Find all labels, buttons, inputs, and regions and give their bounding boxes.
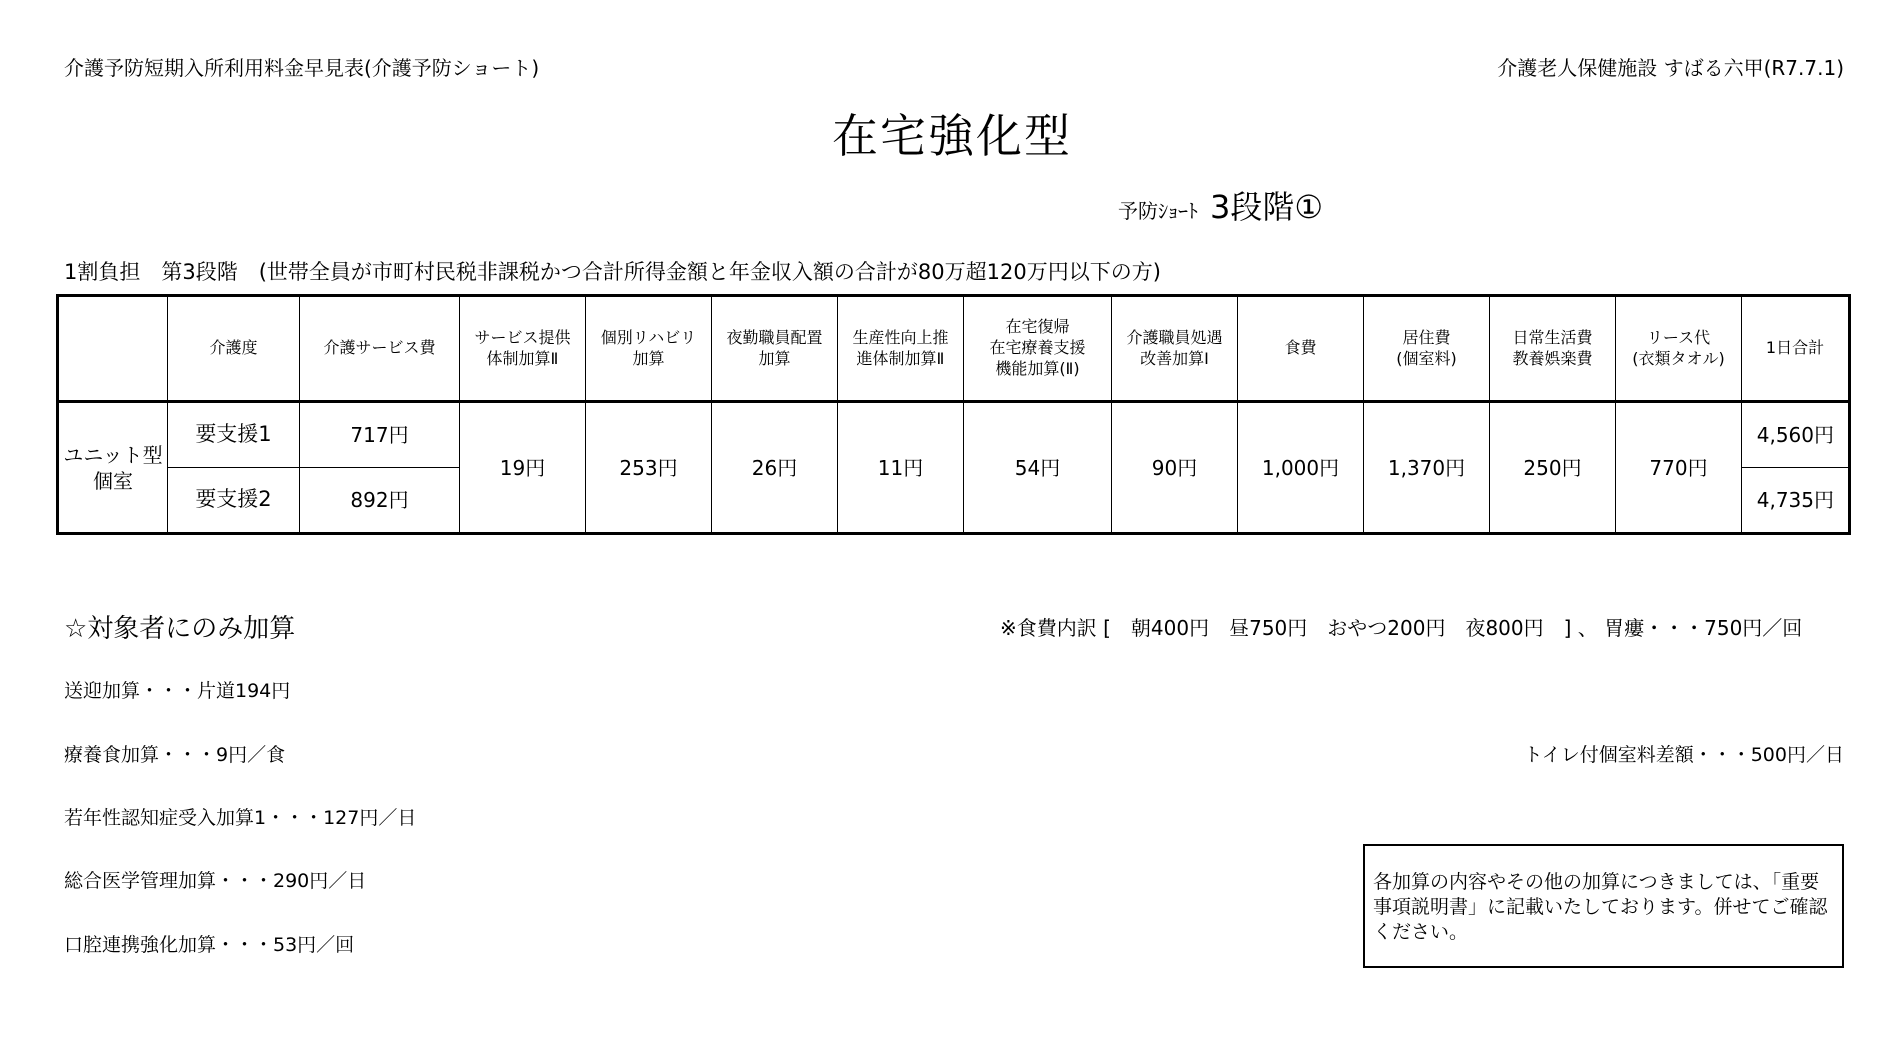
header-line: 在宅復帰 bbox=[1005, 317, 1070, 337]
header-meals: 食費 bbox=[1238, 296, 1364, 402]
service-system-cell: 19円 bbox=[460, 402, 586, 534]
room-type-line: 個室 bbox=[93, 468, 133, 493]
header-night-staff bbox=[712, 296, 838, 402]
header-staff-treatment bbox=[1112, 296, 1238, 402]
header-rehab bbox=[586, 296, 712, 402]
productivity-cell: 11円 bbox=[838, 402, 964, 534]
header-line: 加算 bbox=[632, 348, 665, 368]
notice-box: 各加算の内容やその他の加算につきましては、「重要事項説明書」に記載いたしております。併せてご確認ください。 bbox=[1363, 844, 1844, 968]
header-line: (個室料) bbox=[1396, 348, 1457, 368]
header-service-fee: 介護サービス費 bbox=[300, 296, 460, 402]
care-level-cell: 要支援2 bbox=[168, 468, 300, 534]
header-line: 夜勤職員配置 bbox=[726, 327, 823, 347]
daily-total-cell: 4,560円 bbox=[1742, 402, 1850, 468]
extra-item: 送迎加算・・・片道194円 bbox=[64, 680, 291, 702]
home-return-cell: 54円 bbox=[964, 402, 1112, 534]
meals-cell: 1,000円 bbox=[1238, 402, 1364, 534]
header-line: リース代 bbox=[1646, 327, 1711, 347]
document-header-title: 介護予防短期入所利用料金早見表(介護予防ショート) bbox=[64, 56, 540, 80]
header-line: 生産性向上推 bbox=[852, 327, 949, 347]
extra-item: 療養食加算・・・9円／食 bbox=[64, 744, 286, 766]
residence-cell: 1,370円 bbox=[1364, 402, 1490, 534]
table-row bbox=[58, 402, 1850, 468]
header-line: サービス提供 bbox=[474, 327, 571, 347]
extra-item: 若年性認知症受入加算1・・・127円／日 bbox=[64, 807, 417, 829]
header-line: 教養娯楽費 bbox=[1512, 348, 1593, 368]
subtitle bbox=[1118, 182, 1323, 228]
extras-section-title: ☆対象者にのみ加算 bbox=[64, 614, 296, 644]
room-type-cell bbox=[58, 402, 168, 534]
header-line: 機能加算(Ⅱ) bbox=[995, 358, 1080, 378]
night-staff-cell: 26円 bbox=[712, 402, 838, 534]
staff-treatment-cell: 90円 bbox=[1112, 402, 1238, 534]
table-header-row bbox=[58, 296, 1850, 402]
header-line: 改善加算Ⅰ bbox=[1140, 348, 1209, 368]
page-title: 在宅強化型 bbox=[832, 109, 1072, 163]
care-level-cell: 要支援1 bbox=[168, 402, 300, 468]
header-line: 個別リハビリ bbox=[600, 327, 697, 347]
tier-description: 1割負担 第3段階 (世帯全員が市町村民税非課税かつ合計所得金額と年金収入額の合計が80万超120万円以下の方) bbox=[64, 260, 1161, 284]
header-line: 介護職員処遇 bbox=[1126, 327, 1223, 347]
extra-item: 総合医学管理加算・・・290円／日 bbox=[64, 870, 367, 892]
header-care-level: 介護度 bbox=[168, 296, 300, 402]
header-service-system bbox=[460, 296, 586, 402]
fee-table bbox=[56, 294, 1851, 535]
header-line: 日常生活費 bbox=[1512, 327, 1593, 347]
header-daily-total: 1日合計 bbox=[1742, 296, 1850, 402]
header-line: 居住費 bbox=[1402, 327, 1451, 347]
service-fee-cell: 892円 bbox=[300, 468, 460, 534]
header-productivity bbox=[838, 296, 964, 402]
header-line: (衣類タオル) bbox=[1632, 348, 1725, 368]
subtitle-tier: 3段階① bbox=[1210, 188, 1324, 226]
toilet-room-note: トイレ付個室料差額・・・500円／日 bbox=[1523, 744, 1844, 766]
header-line: 加算 bbox=[758, 348, 791, 368]
header-line: 進体制加算Ⅱ bbox=[856, 348, 945, 368]
header-line: 体制加算Ⅱ bbox=[486, 348, 559, 368]
subtitle-service: 予防ｼｮｰﾄ bbox=[1118, 199, 1198, 223]
rehab-cell: 253円 bbox=[586, 402, 712, 534]
header-residence bbox=[1364, 296, 1490, 402]
header-home-return bbox=[964, 296, 1112, 402]
facility-name: 介護老人保健施設 すばる六甲(R7.7.1) bbox=[1497, 56, 1844, 80]
header-line: 在宅療養支援 bbox=[989, 338, 1086, 358]
room-type-line: ユニット型 bbox=[63, 442, 163, 467]
daily-living-cell: 250円 bbox=[1490, 402, 1616, 534]
header-blank bbox=[58, 296, 168, 402]
extra-item: 口腔連携強化加算・・・53円／回 bbox=[64, 934, 355, 956]
daily-total-cell: 4,735円 bbox=[1742, 468, 1850, 534]
header-lease bbox=[1616, 296, 1742, 402]
meal-breakdown-note: ※食費内訳 [ 朝400円 昼750円 おやつ200円 夜800円 ] 、 胃瘻・・・750円／回 bbox=[1000, 616, 1803, 640]
header-daily-living bbox=[1490, 296, 1616, 402]
lease-cell: 770円 bbox=[1616, 402, 1742, 534]
service-fee-cell: 717円 bbox=[300, 402, 460, 468]
